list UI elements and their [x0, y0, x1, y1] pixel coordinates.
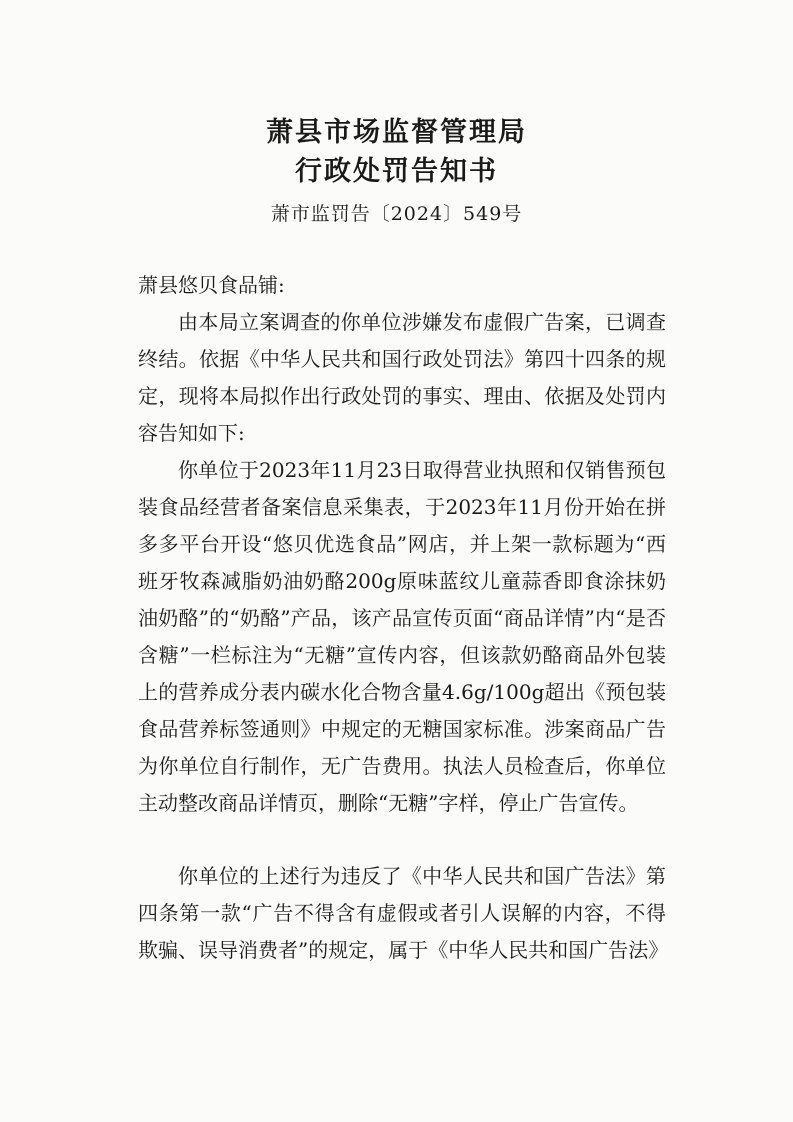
paragraph-facts: 你单位于2023年11月23日取得营业执照和仅销售预包装食品经营者备案信息采集表，于2023年11月份开始在拼多多平台开设“悠贝优选食品”网店，并上架一款标题为“西班牙牧森减脂奶油奶酪200g原味蓝纹儿童蒜香即食涂抹奶油奶酪”的“奶酪”产品，该产品宣传页面“商品详情”内“是否含糖”一栏标注为“无糖”宣传内容，但该款奶酪商品外包装上的营养成分表内碳水化合物含量4.6g/100g超出《预包装食品营养标签通则》中规定的无糖国家标准。涉案商品广告为你单位自行制作，无广告费用。执法人员检查后，你单位主动整改商品详情页，删除“无糖”字样，停止广告宣传。 [138, 458, 666, 815]
document-title-type: 行政处罚告知书 [295, 156, 498, 187]
salutation: 萧县悠贝食品铺: [138, 273, 285, 297]
paragraph-intro: 由本局立案调查的你单位涉嫌发布虚假广告案，已调查终结。依据《中华人民共和国行政处罚法》第四十四条的规定，现将本局拟作出行政处罚的事实、理由、依据及处罚内容告知如下: [138, 310, 666, 445]
document-number: 萧市监罚告〔2024〕549号 [270, 203, 523, 225]
paragraph-violation: 你单位的上述行为违反了《中华人民共和国广告法》第四条第一款“广告不得含有虚假或者引人误解的内容，不得欺骗、误导消费者”的规定，属于《中华人民共和国广告法》 [138, 864, 669, 962]
document-title-agency: 萧县市场监督管理局 [266, 117, 527, 148]
